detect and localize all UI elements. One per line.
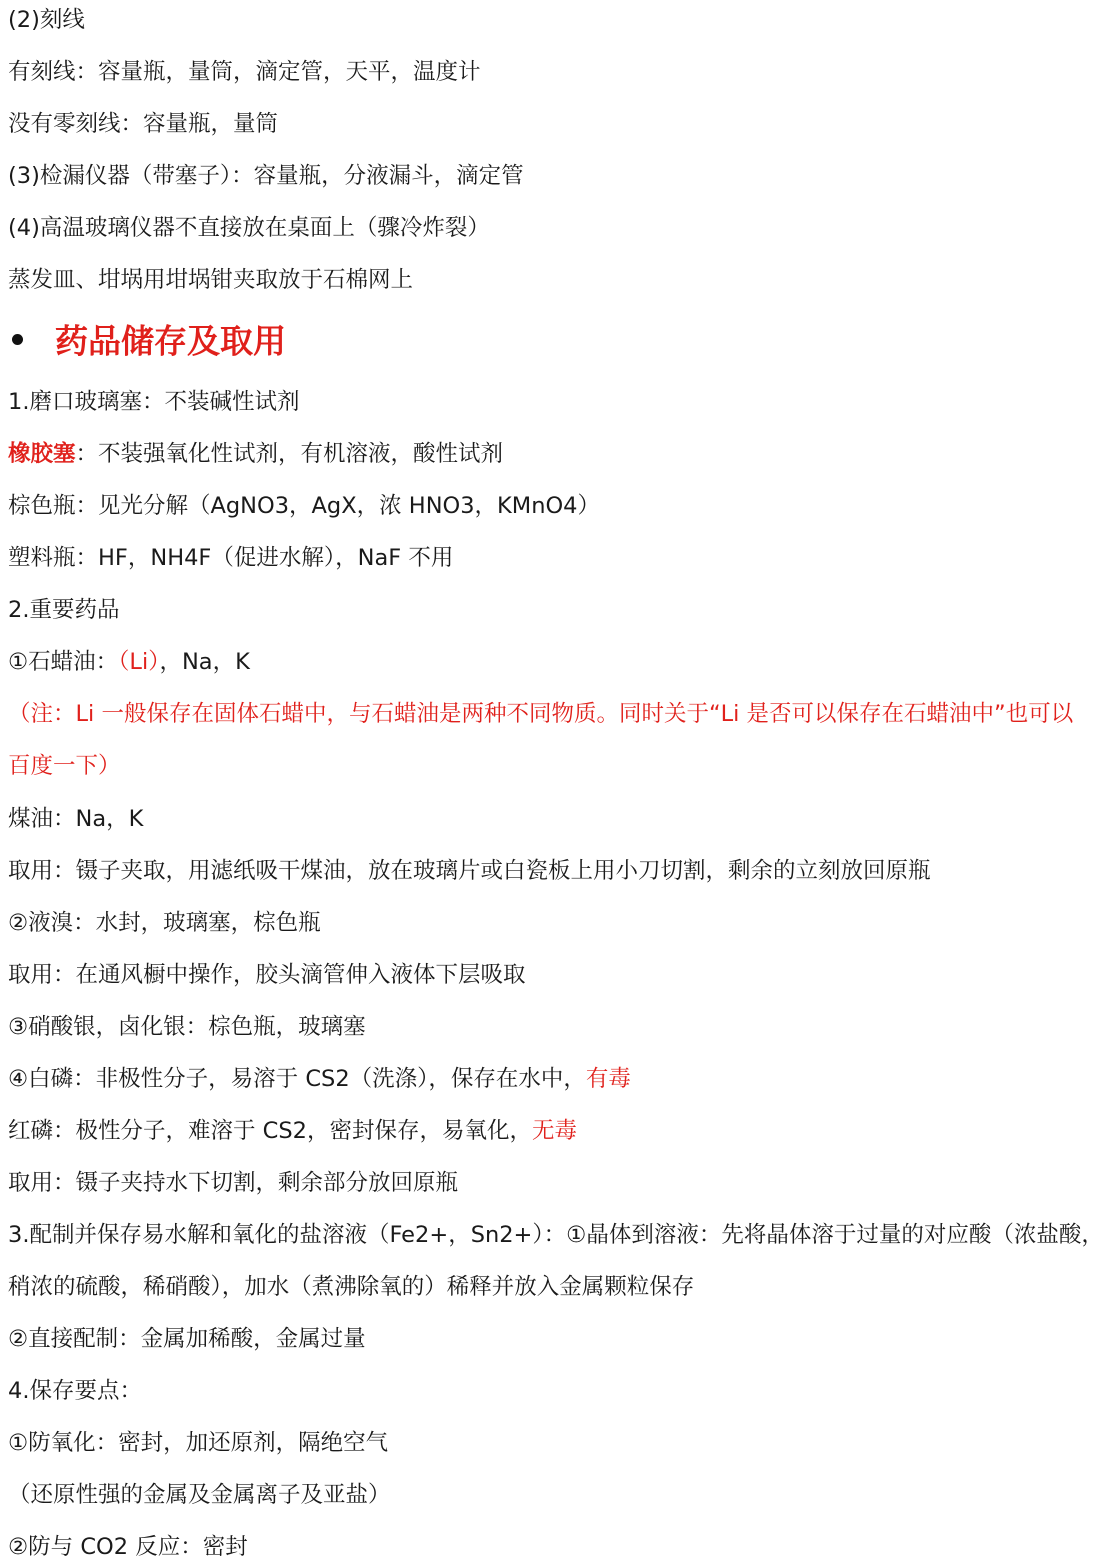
note-line: （注：Li 一般保存在固体石蜡中，与石蜡油是两种不同物质。同时关于“Li 是否可以保存在石蜡油中”也可以 xyxy=(8,701,1074,727)
text-line: 1.磨口玻璃塞：不装碱性试剂 xyxy=(8,389,300,415)
text-line: 蒸发皿、坩埚用坩埚钳夹取放于石棉网上 xyxy=(8,267,414,293)
text-line: ③硝酸银，卤化银：棕色瓶，玻璃塞 xyxy=(8,1014,366,1040)
highlight-term: 橡胶塞 xyxy=(8,441,76,467)
text-span: ，Na，K xyxy=(159,649,250,675)
text-line: 4.保存要点： xyxy=(8,1378,142,1404)
highlight-text: （Li） xyxy=(118,649,160,675)
text-span: ：不装强氧化性试剂，有机溶液，酸性试剂 xyxy=(75,441,504,467)
bullet-icon xyxy=(12,334,23,345)
highlight-text: 无毒 xyxy=(531,1118,577,1144)
text-line: 取用：镊子夹取，用滤纸吸干煤油，放在玻璃片或白瓷板上用小刀切割，剩余的立刻放回原瓶 xyxy=(8,858,931,884)
text-line: 棕色瓶：见光分解（AgNO3，AgX，浓 HNO3，KMnO4） xyxy=(8,493,600,519)
text-line: 没有零刻线：容量瓶，量筒 xyxy=(8,111,279,137)
text-line xyxy=(8,434,503,474)
text-line: 3.配制并保存易水解和氧化的盐溶液（Fe2+，Sn2+）：①晶体到溶液：先将晶体溶于过量的对应酸（浓盐酸， xyxy=(8,1222,1104,1248)
text-line: （还原性强的金属及金属离子及亚盐） xyxy=(8,1482,391,1508)
text-line: (4)高温玻璃仪器不直接放在桌面上（骤冷炸裂） xyxy=(8,215,490,241)
text-line: ①防氧化：密封，加还原剂，隔绝空气 xyxy=(8,1430,389,1456)
text-line: 稍浓的硫酸，稀硝酸），加水（煮沸除氧的）稀释并放入金属颗粒保存 xyxy=(8,1274,695,1300)
text-span: 红磷：极性分子，难溶于 CS2，密封保存，易氧化， xyxy=(8,1118,532,1144)
text-line: 有刻线：容量瓶，量筒，滴定管，天平，温度计 xyxy=(8,59,481,85)
note-line: 百度一下） xyxy=(8,753,121,779)
heading-text: 药品储存及取用 xyxy=(55,321,286,361)
text-line: ②防与 CO2 反应：密封 xyxy=(8,1534,248,1560)
text-line: (3)检漏仪器（带塞子）：容量瓶，分液漏斗，滴定管 xyxy=(8,163,524,189)
text-line xyxy=(8,1059,631,1099)
text-line: ②液溴：水封，玻璃塞，棕色瓶 xyxy=(8,910,321,936)
text-line: ②直接配制：金属加稀酸，金属过量 xyxy=(8,1326,366,1352)
text-line: 取用：在通风橱中操作，胶头滴管伸入液体下层吸取 xyxy=(8,962,526,988)
text-line: 2.重要药品 xyxy=(8,597,120,623)
section-heading xyxy=(8,313,286,369)
text-line: 塑料瓶：HF，NH4F（促进水解），NaF 不用 xyxy=(8,545,454,571)
highlight-text: 有毒 xyxy=(585,1066,631,1092)
text-span: ④白磷：非极性分子，易溶于 CS2（洗涤），保存在水中， xyxy=(8,1066,586,1092)
text-span: ①石蜡油： xyxy=(8,649,119,675)
section-2-title: (2)刻线 xyxy=(8,7,85,33)
text-line xyxy=(8,642,250,682)
text-line: 煤油：Na，K xyxy=(8,806,144,832)
text-line xyxy=(8,1111,577,1151)
text-line: 取用：镊子夹持水下切割，剩余部分放回原瓶 xyxy=(8,1170,459,1196)
